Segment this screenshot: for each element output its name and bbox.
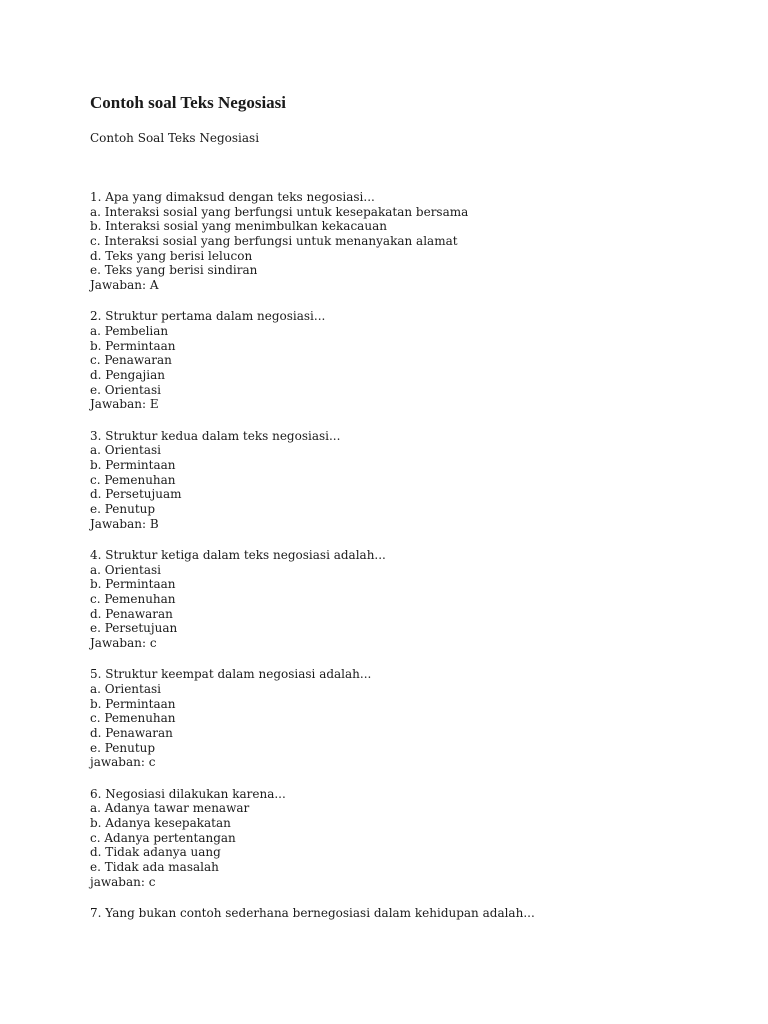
question-text: 1. Apa yang dimaksud dengan teks negosiasi... bbox=[90, 190, 375, 204]
question-block bbox=[90, 667, 730, 770]
answer-option: c. Pemenuhan bbox=[90, 711, 176, 726]
answer-option: e. Teks yang berisi sindiran bbox=[90, 263, 258, 278]
answer-option: d. Penawaran bbox=[90, 606, 173, 621]
answer-key: Jawaban: A bbox=[90, 278, 159, 293]
answer-option: c. Pemenuhan bbox=[90, 592, 176, 606]
question-text: 7. Yang bukan contoh sederhana bernegosiasi dalam kehidupan adalah... bbox=[90, 905, 535, 920]
question-text: 3. Struktur kedua dalam teks negosiasi... bbox=[90, 428, 341, 443]
question-block bbox=[90, 309, 730, 412]
answer-option: e. Penutup bbox=[90, 740, 156, 755]
answer-option: b. Permintaan bbox=[90, 458, 176, 472]
answer-option: a. Orientasi bbox=[90, 681, 161, 696]
question-list bbox=[90, 190, 730, 937]
question-block bbox=[90, 190, 730, 293]
question-block bbox=[90, 429, 730, 532]
document-title: Contoh soal Teks Negosiasi bbox=[90, 93, 287, 112]
answer-key: jawaban: c bbox=[90, 755, 156, 770]
answer-option: b. Adanya kesepakatan bbox=[90, 815, 231, 830]
answer-option: e. Persetujuan bbox=[90, 621, 178, 636]
answer-option: a. Orientasi bbox=[90, 562, 161, 577]
answer-key: Jawaban: E bbox=[90, 397, 159, 412]
answer-option: d. Pengajian bbox=[90, 368, 165, 383]
answer-option: a. Pembelian bbox=[90, 324, 169, 338]
answer-option: b. Permintaan bbox=[90, 696, 176, 711]
question-block bbox=[90, 548, 730, 651]
answer-option: e. Orientasi bbox=[90, 382, 161, 397]
answer-option: b. Permintaan bbox=[90, 338, 176, 353]
answer-option: d. Penawaran bbox=[90, 726, 173, 740]
answer-option: c. Interaksi sosial yang berfungsi untuk menanyakan alamat bbox=[90, 234, 458, 249]
answer-option: d. Tidak adanya uang bbox=[90, 845, 221, 860]
answer-option: a. Interaksi sosial yang berfungsi untuk kesepakatan bersama bbox=[90, 204, 469, 219]
answer-option: a. Orientasi bbox=[90, 443, 161, 458]
answer-option: e. Tidak ada masalah bbox=[90, 860, 219, 874]
answer-option: d. Persetujuam bbox=[90, 487, 182, 502]
answer-key: Jawaban: B bbox=[90, 516, 159, 531]
question-block bbox=[90, 787, 730, 890]
answer-option: c. Penawaran bbox=[90, 353, 172, 368]
answer-option: a. Adanya tawar menawar bbox=[90, 801, 250, 816]
answer-key: jawaban: c bbox=[90, 874, 156, 889]
answer-option: e. Penutup bbox=[90, 502, 156, 517]
question-text: 6. Negosiasi dilakukan karena... bbox=[90, 786, 286, 801]
answer-option: d. Teks yang berisi lelucon bbox=[90, 248, 253, 263]
document-subtitle: Contoh Soal Teks Negosiasi bbox=[90, 131, 260, 145]
answer-option: c. Pemenuhan bbox=[90, 472, 176, 487]
question-text: 5. Struktur keempat dalam negosiasi adalah... bbox=[90, 667, 372, 682]
answer-option: b. Interaksi sosial yang menimbulkan kekacauan bbox=[90, 219, 387, 234]
answer-option: c. Adanya pertentangan bbox=[90, 830, 236, 845]
question-block bbox=[90, 906, 730, 921]
answer-key: Jawaban: c bbox=[90, 636, 157, 651]
question-text: 4. Struktur ketiga dalam teks negosiasi adalah... bbox=[90, 547, 386, 562]
answer-option: b. Permintaan bbox=[90, 577, 176, 592]
question-text: 2. Struktur pertama dalam negosiasi... bbox=[90, 309, 326, 324]
